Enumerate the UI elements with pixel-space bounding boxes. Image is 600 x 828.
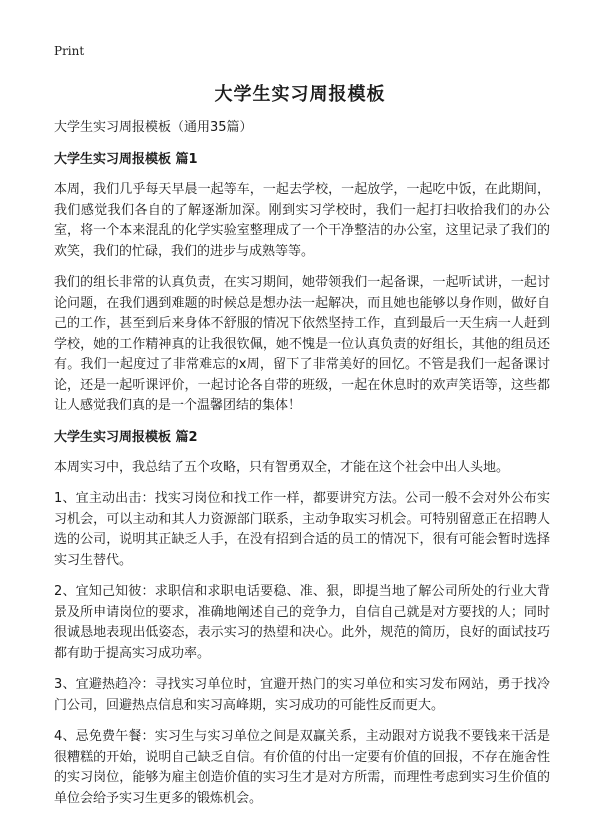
paragraph: 本周实习中，我总结了五个攻略，只有智勇双全，才能在这个社会中出人头地。 xyxy=(54,459,510,475)
print-label[interactable]: Print xyxy=(54,44,85,58)
paragraph: 1、宜主动出击：找实习岗位和找工作一样，都要讲究方法。公司一般不会对外公布实习机会，可以主动和其人力资源部门联系，主动争取实习机会。可特别留意正在招聘人选的公司，说明其正缺乏人手，在没有招到合适的员工的情况下，很有可能会暂时选择实习生替代。 xyxy=(54,491,550,568)
paragraph: 本周，我们几乎每天早晨一起等车，一起去学校，一起放学，一起吃中饭，在此期间，我们感觉我们各自的了解逐渐加深。刚到实习学校时，我们一起打扫收拾我们的办公室，将一个本来混乱的化学实验室整理成了一个干净整洁的办公室，这里记录了我们的欢笑，我们的忙碌，我们的进步与成熟等等。 xyxy=(54,182,550,259)
document-title: 大学生实习周报模板 xyxy=(214,84,386,105)
section-1 xyxy=(54,150,550,417)
section-2 xyxy=(54,428,550,810)
document-body xyxy=(54,118,550,820)
paragraph: 2、宜知己知彼：求职信和求职电话要稳、准、狠，即提当地了解公司所处的行业大背景及所申请岗位的要求，准确地阐述自己的竞争力，自信自己就是对方要找的人；同时很诚恳地表现出低姿态，表示实习的热望和决心。此外，规范的简历，良好的面试技巧都有助于提高实习成功率。 xyxy=(54,584,550,661)
document-subtitle: 大学生实习周报模板（通用35篇） xyxy=(54,120,253,135)
section-heading: 大学生实习周报模板 篇1 xyxy=(54,152,198,167)
paragraph: 4、忌免费午餐：实习生与实习单位之间是双赢关系，主动跟对方说我不要钱来干活是很糟糕的开始，说明自己缺乏自信。有价值的付出一定要有价值的回报，不存在施舍性的实习岗位，能够为雇主创造价值的实习生才是对方所需，而理性考虑到实习生价值的单位会给予实习生更多的锻炼机会。 xyxy=(54,729,550,806)
paragraph: 3、宜避热趋冷：寻找实习单位时，宜避开热门的实习单位和实习发布网站，勇于找冷门公司，回避热点信息和实习高峰期，实习成功的可能性反而更大。 xyxy=(54,677,550,713)
section-heading: 大学生实习周报模板 篇2 xyxy=(54,429,198,445)
paragraph: 我们的组长非常的认真负责，在实习期间，她带领我们一起备课，一起听试讲，一起讨论问题，在我们遇到难题的时候总是想办法一起解决，而且她也能够以身作则，做好自己的工作，甚至到后来身体不舒服的情况下依然坚持工作，直到最后一天生病一人赶到学校，她的工作精神真的让我很钦佩，她不愧是一位认真负责的好组长，其他的组员还有。我们一起度过了非常难忘的x周，留下了非常美好的回忆。不管是我们一起备课讨论，还是一起听课评价，一起讨论各自带的班级，一起在休息时的欢声笑语等，这些都让人感觉我们真的是一个温馨团结的集体！ xyxy=(54,275,550,413)
